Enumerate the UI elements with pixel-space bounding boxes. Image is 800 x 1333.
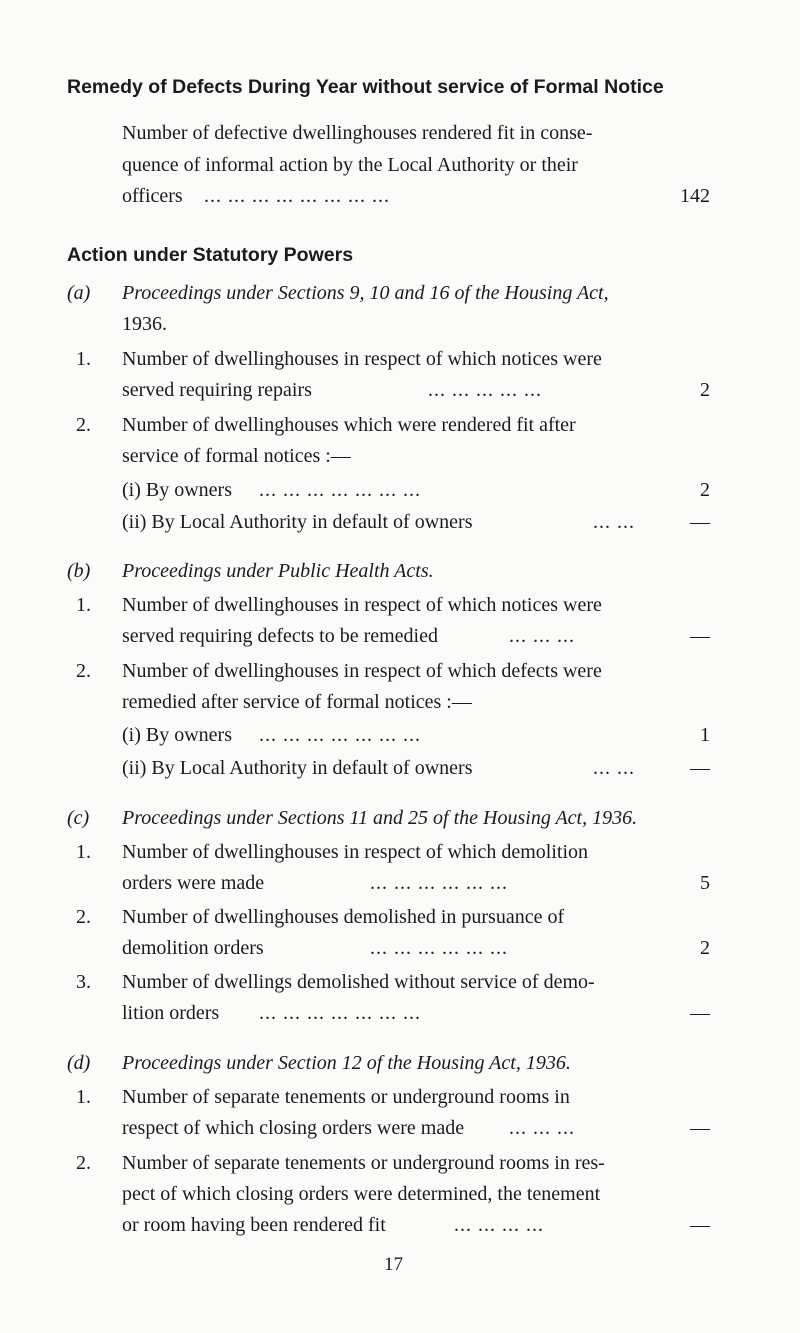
item-text: Number of dwellinghouses demolished in pursuance of: [122, 906, 565, 928]
leader-dots: ... ... ... ...: [454, 1214, 544, 1236]
item-text: service of formal notices :—: [122, 445, 351, 467]
sub-item-label: (i) By owners: [122, 479, 232, 501]
item-text: Number of separate tenements or underground rooms in res-: [122, 1152, 605, 1174]
leader-dots: ... ...: [593, 757, 635, 779]
leader-dots: ... ... ... ... ...: [428, 379, 542, 401]
item-number: 2.: [76, 906, 91, 928]
section-b-title: Proceedings under Public Health Acts.: [122, 560, 434, 582]
item-text: respect of which closing orders were made: [122, 1117, 465, 1139]
item-number: 2.: [76, 414, 91, 436]
page-number: 17: [384, 1254, 403, 1275]
section-a-title: Proceedings under Sections 9, 10 and 16 of the Housing Act,: [122, 282, 609, 304]
item-value: —: [690, 511, 710, 533]
item-value: —: [690, 1002, 710, 1024]
item-value: —: [690, 625, 710, 647]
item-text: demolition orders: [122, 937, 264, 959]
item-number: 1.: [76, 841, 91, 863]
item-text: Number of dwellinghouses in respect of which notices were: [122, 348, 602, 370]
intro-value: 142: [680, 185, 710, 207]
item-text: Number of separate tenements or underground rooms in: [122, 1086, 570, 1108]
section-d-letter: (d): [67, 1052, 91, 1074]
leader-dots: ... ... ... ... ... ... ...: [259, 724, 421, 746]
item-number: 2.: [76, 660, 91, 682]
section-heading: Action under Statutory Powers: [67, 244, 354, 266]
section-c-letter: (c): [67, 807, 90, 829]
section-d-title: Proceedings under Section 12 of the Housing Act, 1936.: [122, 1052, 571, 1074]
leader-dots: ... ... ... ... ... ...: [370, 872, 508, 894]
item-text: orders were made: [122, 872, 265, 894]
section-a-title-year: 1936.: [122, 313, 167, 335]
item-number: 1.: [76, 594, 91, 616]
leader-dots: ... ... ...: [509, 625, 575, 647]
item-value: —: [690, 1117, 710, 1139]
page-title: Remedy of Defects During Year without service of Formal Notice: [67, 76, 664, 98]
section-b-letter: (b): [67, 560, 91, 582]
intro-line: quence of informal action by the Local Authority or their: [122, 154, 578, 176]
section-a-letter: (a): [67, 282, 91, 304]
leader-dots: ... ... ... ... ... ... ...: [259, 479, 421, 501]
leader-dots: ... ...: [593, 511, 635, 533]
item-text: or room having been rendered fit: [122, 1214, 386, 1236]
item-text: Number of dwellinghouses in respect of which defects were: [122, 660, 602, 682]
item-text: pect of which closing orders were determined, the tenement: [122, 1183, 601, 1205]
item-value: 1: [700, 724, 710, 746]
item-text: served requiring repairs: [122, 379, 312, 401]
item-value: 2: [700, 379, 710, 401]
item-text: Number of dwellinghouses which were rendered fit after: [122, 414, 576, 436]
item-value: 2: [700, 937, 710, 959]
leader-dots: ... ... ... ... ... ...: [370, 937, 508, 959]
item-text: remedied after service of formal notices :—: [122, 691, 472, 713]
item-text: Number of dwellinghouses in respect of which notices were: [122, 594, 602, 616]
item-number: 2.: [76, 1152, 91, 1174]
item-number: 1.: [76, 348, 91, 370]
item-value: —: [690, 757, 710, 779]
item-value: —: [690, 1214, 710, 1236]
leader-dots: ... ... ...: [509, 1117, 575, 1139]
item-text: served requiring defects to be remedied: [122, 625, 438, 647]
section-c-title: Proceedings under Sections 11 and 25 of the Housing Act, 1936.: [122, 807, 638, 829]
intro-line: officers: [122, 185, 183, 207]
sub-item-label: (ii) By Local Authority in default of owners: [122, 511, 473, 533]
item-number: 1.: [76, 1086, 91, 1108]
sub-item-label: (ii) By Local Authority in default of owners: [122, 757, 473, 779]
item-text: lition orders: [122, 1002, 220, 1024]
item-text: Number of dwellinghouses in respect of which demolition: [122, 841, 589, 863]
leader-dots: ... ... ... ... ... ... ... ...: [204, 185, 390, 207]
sub-item-label: (i) By owners: [122, 724, 232, 746]
item-text: Number of dwellings demolished without service of demo-: [122, 971, 595, 993]
item-value: 5: [700, 872, 710, 894]
item-number: 3.: [76, 971, 91, 993]
leader-dots: ... ... ... ... ... ... ...: [259, 1002, 421, 1024]
intro-line: Number of defective dwellinghouses rendered fit in conse-: [122, 122, 593, 144]
item-value: 2: [700, 479, 710, 501]
